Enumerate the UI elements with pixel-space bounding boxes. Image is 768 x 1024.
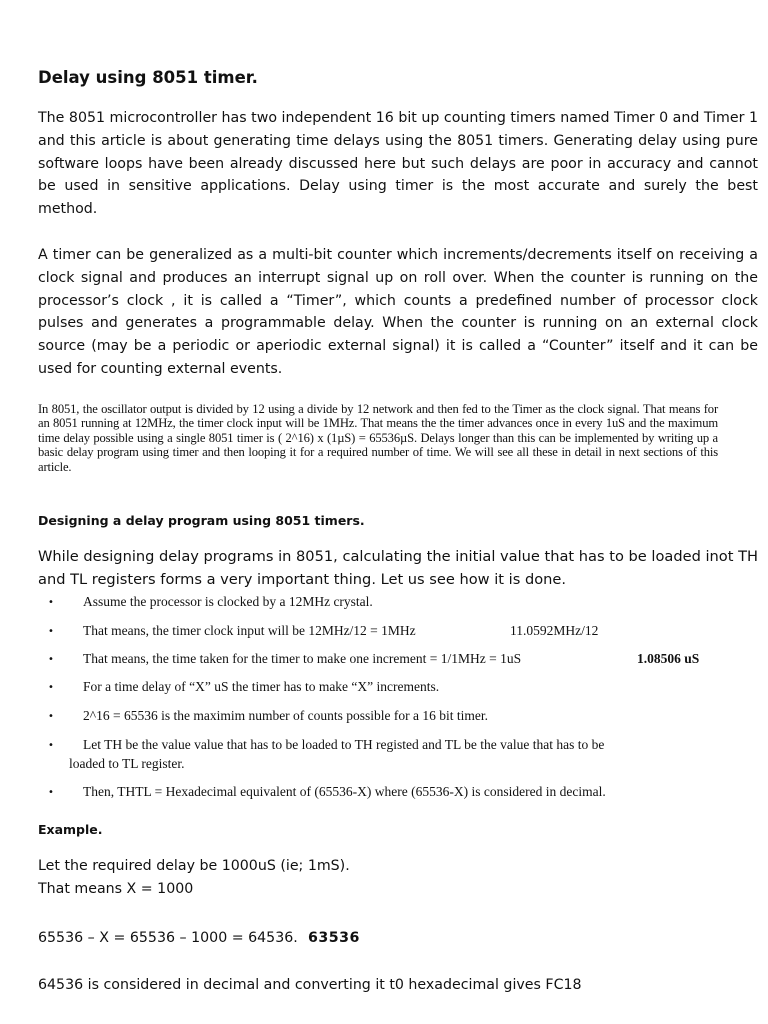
example-line: Let the required delay be 1000uS (ie; 1mS). [38,858,350,874]
list-item: Assume the processor is clocked by a 12MHz crystal. [83,594,373,609]
intro-paragraph: The 8051 microcontroller has two independent 16 bit up counting timers named Timer 0 and Timer 1 and this article is about generating time delays using the 8051 timers. Generating delay using pure software loops have been already discussed here but such delays are poor in accuracy and cannot be used in sensitive applications. Delay using timer is the most accurate and surely the best method. [38,110,758,218]
list-item: Then, THTL = Hexadecimal equivalent of (65536-X) where (65536-X) is considered in decimal. [83,784,606,799]
bullet-icon: • [48,682,54,693]
list-item-note: 11.0592MHz/12 [510,623,599,638]
timer-definition-paragraph: A timer can be generalized as a multi-bit counter which increments/decrements itself on receiving a clock signal and produces an interrupt signal up on roll over. When the counter is running on the processor’s clock , it is called a “Timer”, which counts a predefined number of processor clock pulses and generates a programmable delay. When the counter is running on an external clock source (may be a periodic or aperiodic external signal) it is called a “Counter” itself and it can be used for counting external events. [38,247,758,377]
example-note: 63536 [308,930,360,946]
list-item: That means, the timer clock input will be 12MHz/12 = 1MHz [83,623,416,638]
list-item: For a time delay of “X” uS the timer has to make “X” increments. [83,679,440,694]
bullet-icon: • [48,626,54,637]
list-item: That means, the time taken for the timer to make one increment = 1/1MHz = 1uS [83,651,522,666]
example-line: That means X = 1000 [38,881,194,897]
oscillator-paragraph: In 8051, the oscillator output is divided by 12 using a divide by 12 network and then fed to the Timer as the clock signal. That means for an 8051 running at 12MHz, the timer clock input will be 1MHz. That means the the timer advances once in every 1uS and the maximum time delay possible using a single 8051 timer is ( 2^16) x (1µS) = 65536µS. Delays longer than this can be implemented by writing up a basic delay program using timer and then looping it for a required number of time. We will see all these in detail in next sections of this article. [38,402,718,474]
design-paragraph: While designing delay programs in 8051, calculating the initial value that has to be loaded inot TH and TL registers forms a very important thing. Let us see how it is done. [38,548,758,588]
example-line: 64536 is considered in decimal and converting it t0 hexadecimal gives FC18 [38,977,582,993]
bullet-icon: • [48,787,54,798]
section-heading: Designing a delay program using 8051 timers. [38,513,365,528]
list-item-note: 1.08506 uS [637,651,700,666]
example-heading: Example. [38,822,103,837]
bullet-icon: • [48,711,54,722]
list-item: 2^16 = 65536 is the maximim number of counts possible for a 16 bit timer. [83,708,489,723]
bullet-icon: • [48,654,54,665]
example-line: 65536 – X = 65536 – 1000 = 64536. [38,930,298,946]
list-item-continuation: loaded to TL register. [69,756,185,771]
list-item: Let TH be the value value that has to be loaded to TH registed and TL be the value that has to be [83,737,605,752]
page-title: Delay using 8051 timer. [38,68,258,87]
bullet-icon: • [48,597,54,608]
bullet-icon: • [48,740,54,751]
